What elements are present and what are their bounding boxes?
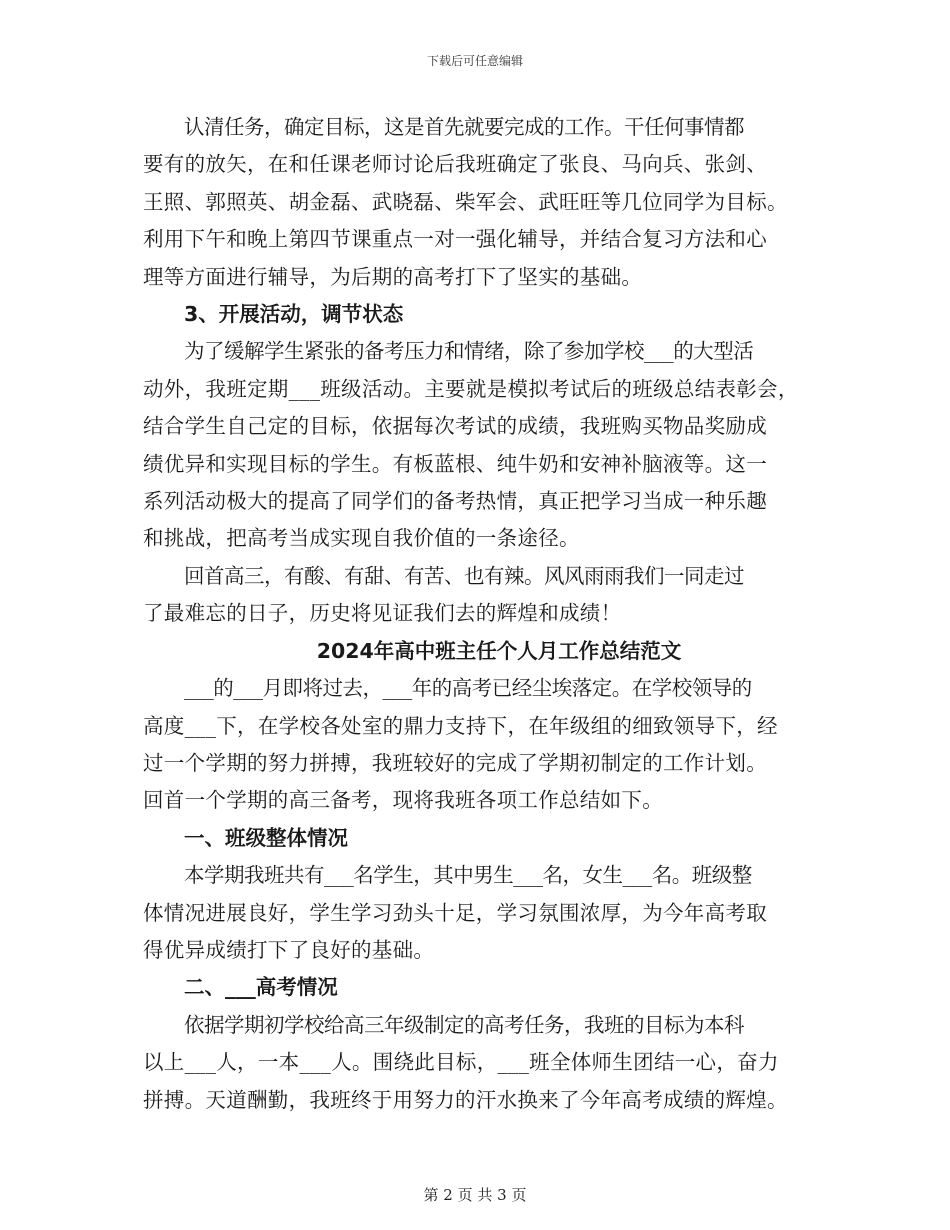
page-footer: 第 2 页 共 3 页 [423,1186,527,1204]
paragraph-line: 动外，我班定期___班级活动。主要就是模拟考试后的班级总结表彰会， [143,376,799,401]
document-title: 2024年高中班主任个人月工作总结范文 [316,638,682,663]
paragraph [143,558,815,633]
paragraph-line: 得优异成绩打下了良好的基础。 [143,937,435,962]
page-header: 下载后可任意编辑 [426,54,523,68]
paragraph-line: 过一个学期的努力拼搏，我班较好的完成了学期初制定的工作计划。 [143,750,767,775]
paragraph-line: ___的___月即将过去，___年的高考已经尘埃落定。在学校领导的 [184,676,752,701]
paragraph-line: 本学期我班共有___名学生，其中男生___名，女生___名。班级整 [184,863,752,888]
paragraph [143,670,815,820]
paragraph-line: 利用下午和晚上第四节课重点一对一强化辅导，并结合复习方法和心 [143,227,767,252]
paragraph-line: 以上___人，一本___人。围绕此目标，___班全体师生团结一心，奋力 [143,1050,779,1075]
paragraph-line: 了最难忘的日子，历史将见证我们去的辉煌和成绩！ [143,601,622,626]
paragraph-line: 为了缓解学生紧张的备考压力和情绪，除了参加学校___的大型活 [184,339,754,364]
paragraph-line: 依据学期初学校给高三年级制定的高考任务，我班的目标为本科 [184,1012,744,1037]
paragraph-line: 理等方面进行辅导，为后期的高考打下了坚实的基础。 [143,264,643,289]
paragraph-line: 高度___下，在学校各处室的鼎力支持下，在年级组的细致领导下，经 [143,713,778,738]
paragraph-line: 和挑战，把高考当成实现自我价值的一条途径。 [143,526,580,551]
document-body [143,109,815,1119]
paragraph-line: 系列活动极大的提高了同学们的备考热情，真正把学习当成一种乐趣 [143,489,767,514]
paragraph-line: 认清任务，确定目标，这是首先就要完成的工作。干任何事情都 [184,115,744,139]
paragraph-line: 绩优异和实现目标的学生。有板蓝根、纯牛奶和安神补脑液等。这一 [143,451,767,476]
paragraph-line: 拼搏。天道酬勤，我班终于用努力的汗水换来了今年高考成绩的辉煌。 [143,1087,788,1112]
paragraph [143,333,815,557]
paragraph-line: 体情况进展良好，学生学习劲头十足，学习氛围浓厚，为今年高考取 [143,900,767,925]
paragraph-line: 王照、郭照英、胡金磊、武晓磊、柴军会、武旺旺等几位同学为目标。 [143,189,788,214]
section-heading: 3、开展活动，调节状态 [184,302,404,327]
section-heading: 一、班级整体情况 [184,825,348,850]
paragraph-line: 结合学生自己定的目标，依据每次考试的成绩，我班购买物品奖励成 [143,414,767,439]
paragraph [143,109,815,296]
paragraph [143,857,815,969]
section-heading: 二、___高考情况 [184,975,338,1000]
paragraph-line: 回首高三，有酸、有甜、有苦、也有辣。风风雨雨我们一同走过 [184,563,744,588]
paragraph [143,1007,815,1119]
paragraph-line: 要有的放矢，在和任课老师讨论后我班确定了张良、马向兵、张剑、 [143,152,767,177]
paragraph-line: 回首一个学期的高三备考，现将我班各项工作总结如下。 [143,788,663,813]
